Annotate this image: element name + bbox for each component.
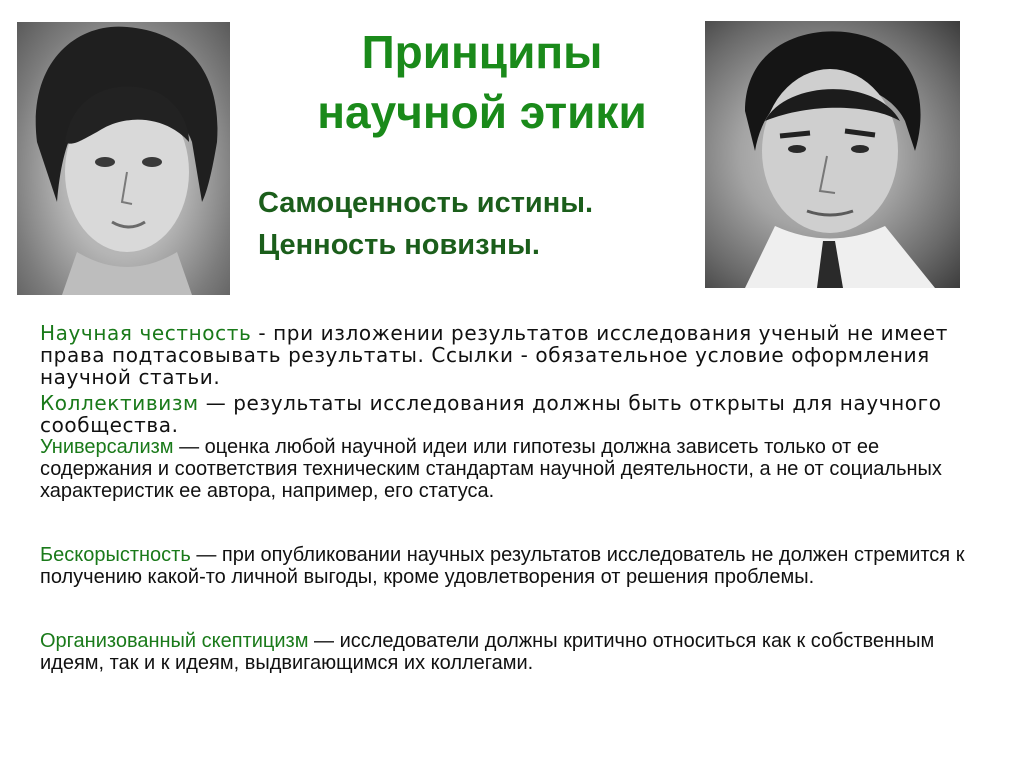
portrait-photo-left bbox=[17, 22, 230, 295]
principle-universalism bbox=[40, 436, 980, 502]
principle-collectivism bbox=[40, 392, 980, 436]
portrait-photo-right bbox=[705, 21, 960, 288]
principle-scientific-honesty bbox=[40, 322, 980, 388]
principle-text: — результаты исследования должны быть открыты для научного сообщества. bbox=[40, 391, 942, 437]
page-title bbox=[262, 22, 702, 142]
principle-text: — оценка любой научной идеи или гипотезы должна зависеть только от ее содержания и соответствия техническим стандартам научной деятельности, а не от социальных характеристик ее автора, например, его статуса. bbox=[40, 436, 942, 502]
title-line-1: Принципы bbox=[361, 26, 603, 78]
principle-term: Коллективизм bbox=[40, 391, 199, 415]
principle-term: Организованный скептицизм bbox=[40, 630, 309, 652]
principle-term: Универсализм bbox=[40, 436, 174, 458]
principle-text: - при изложении результатов исследования ученый не имеет права подтасовывать результаты. Ссылки - обязательное условие оформления научной статьи. bbox=[40, 321, 948, 389]
principle-term: Бескорыстность bbox=[40, 544, 191, 566]
principle-text: — исследователи должны критично относиться как к собственным идеям, так и к идеям, выдвигающимся их коллегами. bbox=[40, 630, 935, 674]
portrait-right-illustration bbox=[705, 21, 960, 288]
principle-term: Научная честность bbox=[40, 321, 252, 345]
subtitle bbox=[258, 182, 698, 266]
principle-text: — при опубликовании научных результатов исследователь не должен стремится к получению какой-то личной выгоды, кроме удовлетворения от решения проблемы. bbox=[40, 544, 965, 588]
subtitle-line-2: Ценность новизны. bbox=[258, 229, 540, 261]
title-line-2: научной этики bbox=[317, 86, 647, 138]
principle-organized-skepticism bbox=[40, 630, 980, 674]
principle-disinterestedness bbox=[40, 544, 980, 588]
subtitle-line-1: Самоценность истины. bbox=[258, 187, 594, 219]
portrait-left-illustration bbox=[17, 22, 230, 295]
